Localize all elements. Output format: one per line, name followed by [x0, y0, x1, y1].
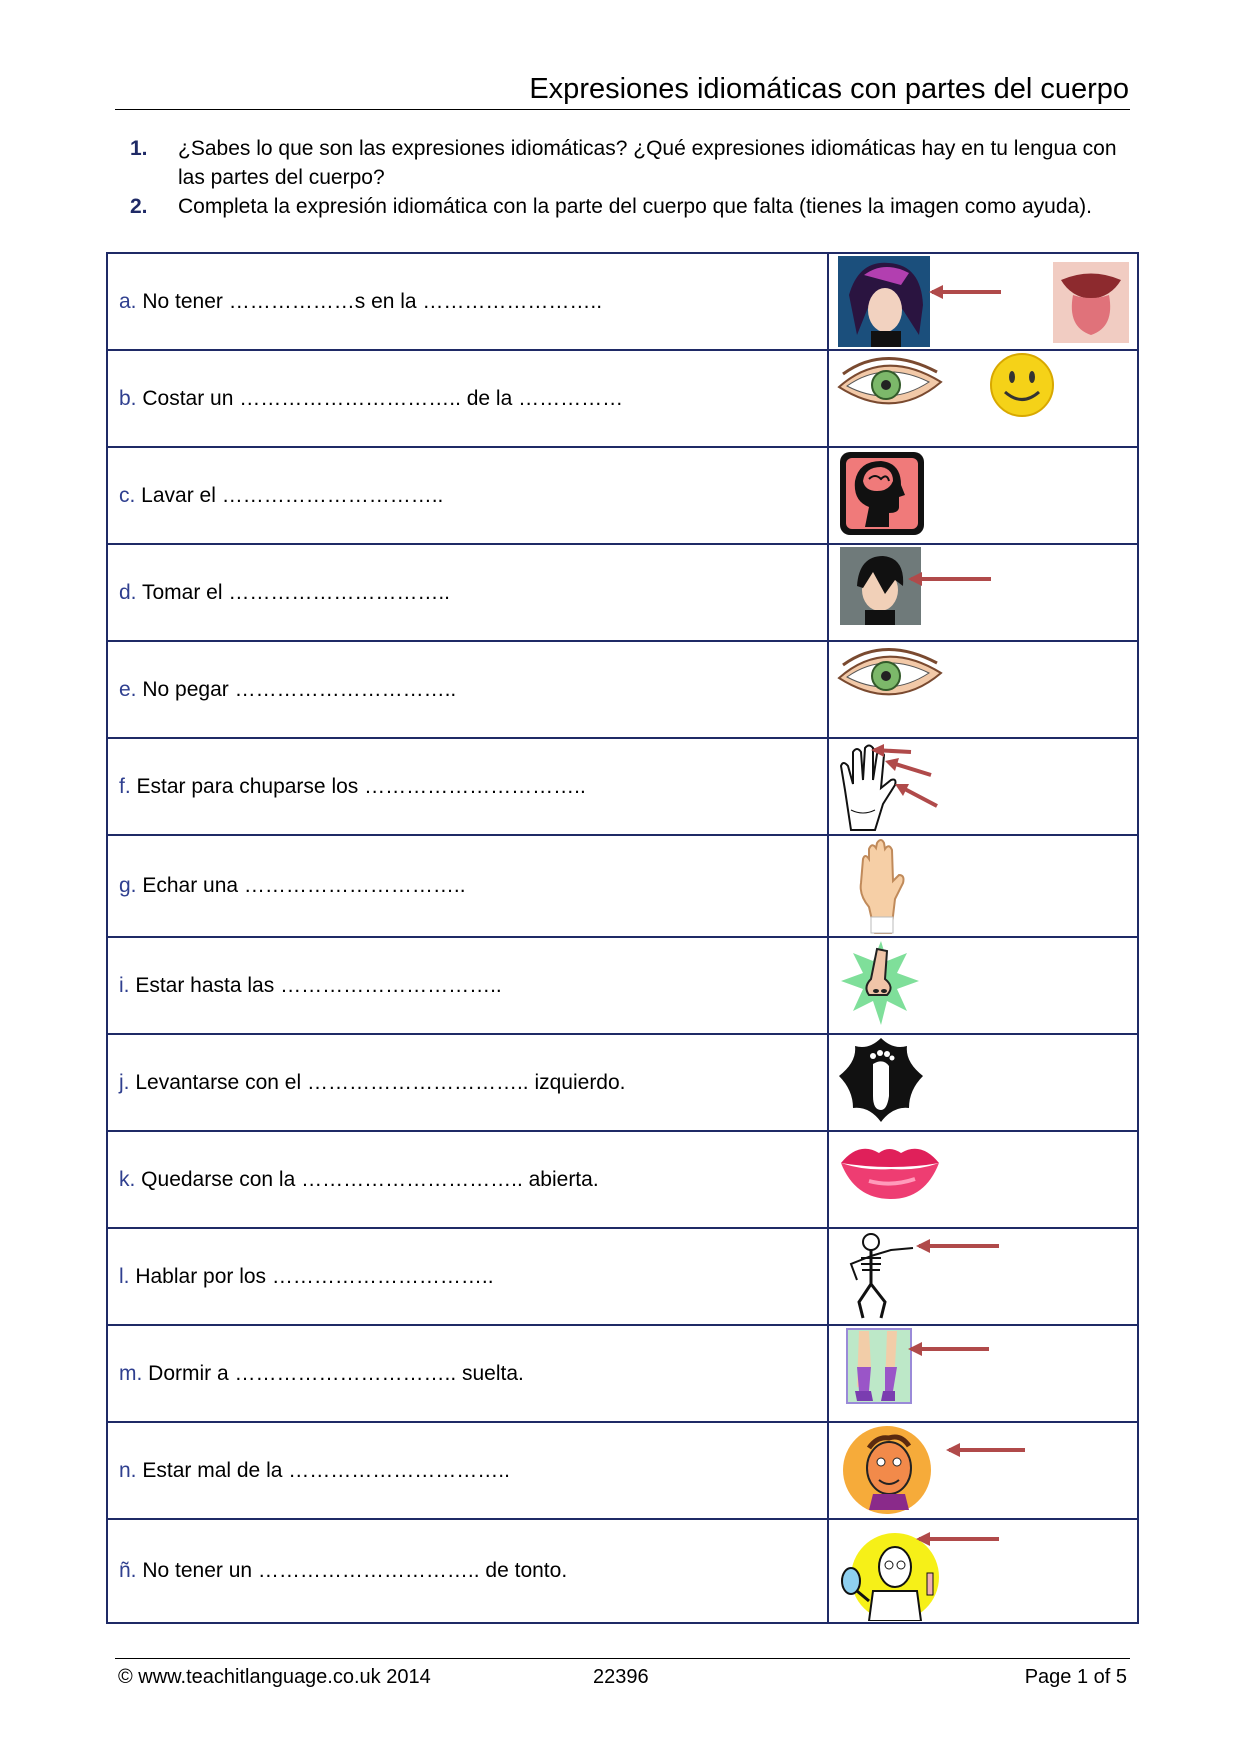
footer-divider — [115, 1658, 1130, 1659]
footer-page-number: Page 1 of 5 — [1024, 1666, 1127, 1688]
exercise-row — [107, 1325, 1138, 1422]
sentence-cell — [107, 1034, 828, 1131]
sentence-text: No pegar ………………………….. — [136, 677, 457, 701]
sentence-text: Lavar el ………………………….. — [135, 483, 444, 507]
picture-cell — [828, 253, 1138, 350]
arrow-icon — [908, 1342, 989, 1356]
item-letter: n. — [119, 1458, 137, 1482]
sentence-text: No tener ………………s en la …………………….. — [136, 289, 603, 313]
picture-cell — [828, 1034, 1138, 1131]
eye-icon — [839, 649, 941, 694]
picture-cell — [828, 835, 1138, 937]
cartoon-head-icon — [843, 1426, 931, 1514]
sentence-cell — [107, 1131, 828, 1228]
item-letter: a. — [119, 289, 137, 313]
exercise-row — [107, 1034, 1138, 1131]
item-letter: e. — [119, 677, 137, 701]
item-letter: d. — [119, 580, 137, 604]
head-brain-icon — [840, 452, 924, 535]
instruction-2 — [130, 192, 1130, 221]
item-letter: g. — [119, 874, 137, 897]
exercise-table — [106, 252, 1139, 1624]
picture-cell — [828, 447, 1138, 544]
instructions — [130, 134, 1130, 221]
title-divider — [115, 109, 1130, 110]
sentence-cell — [107, 1422, 828, 1519]
sentence-text: Costar un ………………………….. de la …………… — [136, 386, 624, 410]
exercise-row — [107, 641, 1138, 738]
sentence-text: Quedarse con la ………………………….. abierta. — [135, 1167, 599, 1191]
sentence-text: Hablar por los ………………………….. — [129, 1264, 494, 1288]
arrow-icon — [916, 1532, 999, 1546]
sentence-cell — [107, 544, 828, 641]
arrow-icon — [885, 758, 931, 775]
picture-cell — [828, 641, 1138, 738]
sentence-text: Estar mal de la ………………………….. — [136, 1458, 510, 1482]
exercise-row — [107, 937, 1138, 1034]
picture-cell — [828, 350, 1138, 447]
item-letter: j. — [119, 1070, 130, 1094]
instruction-1 — [130, 134, 1130, 192]
arrow-icon — [895, 784, 937, 806]
picture-cell — [828, 937, 1138, 1034]
page-title: Expresiones idiomáticas con partes del cuerpo — [529, 73, 1129, 105]
instruction-text: Completa la expresión idiomática con la parte del cuerpo que falta (tienes la imagen como ayuda). — [178, 195, 1093, 218]
exercise-row — [107, 835, 1138, 937]
picture-cell — [828, 1228, 1138, 1325]
sentence-text: Echar una ………………………….. — [136, 874, 466, 897]
exercise-row — [107, 738, 1138, 835]
item-letter: b. — [119, 386, 137, 410]
item-letter: f. — [119, 774, 131, 798]
tongue-icon — [1053, 262, 1129, 343]
item-letter: k. — [119, 1167, 136, 1191]
scientist-icon — [842, 1533, 939, 1621]
instruction-number: 2. — [130, 195, 148, 218]
sentence-cell — [107, 738, 828, 835]
sentence-cell — [107, 835, 828, 937]
emo-girl-hair-icon — [838, 256, 930, 347]
exercise-row — [107, 350, 1138, 447]
lips-icon — [841, 1149, 939, 1199]
sentence-text: No tener un ………………………….. de tonto. — [136, 1559, 568, 1582]
arrow-icon — [946, 1443, 1025, 1457]
picture-cell — [828, 1325, 1138, 1422]
exercise-row — [107, 447, 1138, 544]
exercise-row — [107, 1519, 1138, 1623]
item-letter: ñ. — [119, 1559, 137, 1582]
sentence-cell — [107, 937, 828, 1034]
picture-cell — [828, 1519, 1138, 1623]
exercise-row — [107, 1422, 1138, 1519]
footer-copyright: © www.teachitlanguage.co.uk 2014 — [118, 1666, 431, 1688]
sentence-text: Dormir a ………………………….. suelta. — [142, 1361, 524, 1385]
picture-cell — [828, 738, 1138, 835]
picture-cell — [828, 1422, 1138, 1519]
instruction-number: 1. — [130, 137, 148, 160]
arrow-icon — [929, 285, 1001, 299]
sentence-cell — [107, 253, 828, 350]
arrow-icon — [908, 572, 991, 586]
instruction-text: ¿Sabes lo que son las expresiones idiomáticas? ¿Qué expresiones idiomáticas hay en tu lengua con las partes del cuerpo? — [178, 137, 1117, 189]
hand-fingers-icon — [841, 746, 896, 831]
sentence-text: Levantarse con el ………………………….. izquierdo. — [129, 1070, 626, 1094]
nose-icon — [841, 941, 919, 1025]
foot-icon — [839, 1038, 923, 1122]
item-letter: c. — [119, 483, 136, 507]
sentence-cell — [107, 641, 828, 738]
sentence-cell — [107, 1228, 828, 1325]
exercise-row — [107, 544, 1138, 641]
sentence-text: Estar para chuparse los ………………………….. — [130, 774, 586, 798]
skeleton-icon — [851, 1234, 913, 1318]
boy-hair-icon — [840, 547, 921, 625]
arrow-icon — [916, 1239, 999, 1253]
sentence-cell — [107, 447, 828, 544]
smiley-face-icon — [991, 354, 1053, 416]
exercise-row — [107, 253, 1138, 350]
item-letter: l. — [119, 1264, 130, 1288]
sentence-text: Tomar el ………………………….. — [136, 580, 450, 604]
sentence-cell — [107, 1325, 828, 1422]
item-letter: i. — [119, 973, 130, 997]
exercise-row — [107, 1228, 1138, 1325]
raised-hand-icon — [861, 840, 904, 933]
sentence-cell — [107, 350, 828, 447]
exercise-row — [107, 1131, 1138, 1228]
picture-cell — [828, 1131, 1138, 1228]
eye-icon — [839, 358, 941, 403]
picture-cell — [828, 544, 1138, 641]
sentence-cell — [107, 1519, 828, 1623]
legs-icon — [847, 1329, 911, 1403]
sentence-text: Estar hasta las ………………………….. — [129, 973, 502, 997]
item-letter: m. — [119, 1361, 143, 1385]
footer-code: 22396 — [593, 1666, 649, 1688]
